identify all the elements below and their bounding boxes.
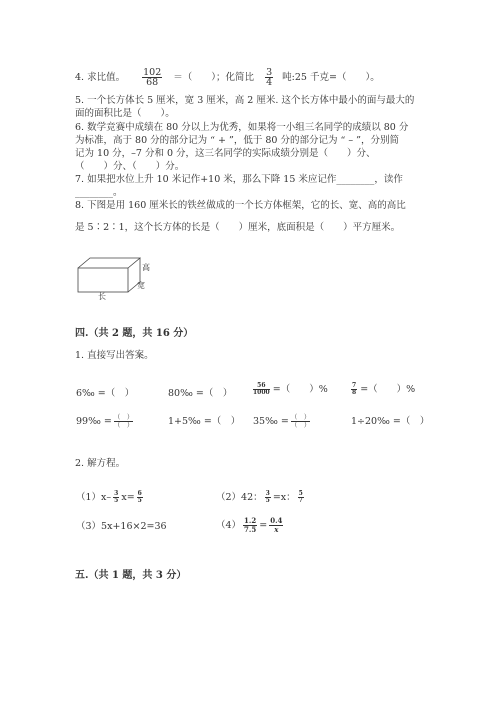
equation-3: （3）5x+16×2=36 [76,521,167,532]
equation-4: （4） $\frac{1.2}{7.5}$ = $\frac{0.4}{x}$ [216,516,283,534]
section-4-heading: 四.（共 2 题，共 16 分） [75,328,194,339]
equation-1: （1）x– $\frac{3}{5}$ x= $\frac{6}{5}$ [76,490,142,504]
question-8-line-2: 是 5∶2∶1，这个长方体的长是（ ）厘米，底面积是（ ）平方厘米。 [75,222,401,233]
cuboid-frame [78,258,140,292]
q4-fraction-1: $\frac{102}{68}$ [143,67,162,88]
label-width: 宽 [137,281,145,290]
direct-answer-r2c1: 99‰ = （ ） （ ） [76,413,134,429]
direct-answer-r2c2: 1+5‰ =（ ） [168,416,241,427]
q4-text-c: 吨:25 千克=（ ）。 [282,72,380,83]
label-length: 长 [98,292,106,300]
label-height: 高 [142,263,150,272]
direct-answer-r2c3: 35‰ = （ ） （ ） [253,413,311,429]
question-8-line-1: 8. 下图是用 160 厘米长的铁丝做成的一个长方体框架，它的长、宽、高的高比 [75,200,406,211]
question-7-line-1: 7. 如果把水位上升 10 米记作+10 米，那么下降 15 米应记作________，读作 [75,174,403,185]
cuboid-diagram [76,252,166,300]
question-6-line-2: 为标准，高于 80 分的部分记为 “ + ”，低于 80 分的部分记为 “ – ”，分别简 [75,135,400,146]
question-5-line-2: 面的面积比是（ ）。 [75,108,175,119]
question-6-line-1: 6. 数学竞赛中成绩在 80 分以上为优秀，如果将一小组三名同学的成绩以 80 分 [75,122,409,133]
direct-answer-r1c3: $\frac{56}{1000}$ =（ ）% [253,382,328,396]
section-4-q1-title: 1. 直接写出答案。 [75,350,154,361]
direct-answer-r1c4: $\frac{7}{8}$ =（ ）% [352,382,416,396]
direct-answer-r1c1: 6‰ =（ ） [76,388,135,399]
equation-2: （2）42： $\frac{3}{5}$ =x： $\frac{5}{7}$ [216,490,303,504]
section-5-heading: 五.（共 1 题，共 3 分） [75,570,187,581]
section-4-q2-title: 2. 解方程。 [75,458,126,469]
direct-answer-r2c4: 1÷20‰ =（ ） [351,416,430,427]
direct-answer-r1c2: 80‰ =（ ） [168,388,233,399]
question-6-line-3: 记为 10 分，–7 分和 0 分，这三名同学的实际成绩分别是（ ）分、 [75,148,376,159]
question-5-line-1: 5. 一个长方体长 5 厘米，宽 3 厘米，高 2 厘米. 这个长方体中最小的面与最大的 [75,95,415,106]
q4-text-a: 4. 求比值。 [75,72,126,83]
question-6-line-4: （ ）分、（ ）分。 [75,161,185,172]
q4-fraction-2: $\frac{3}{4}$ [266,67,273,88]
question-4 [75,68,380,87]
question-7-line-2: ________。 [75,187,123,198]
q4-text-b: ＝（ ）；化简比 [173,72,255,83]
